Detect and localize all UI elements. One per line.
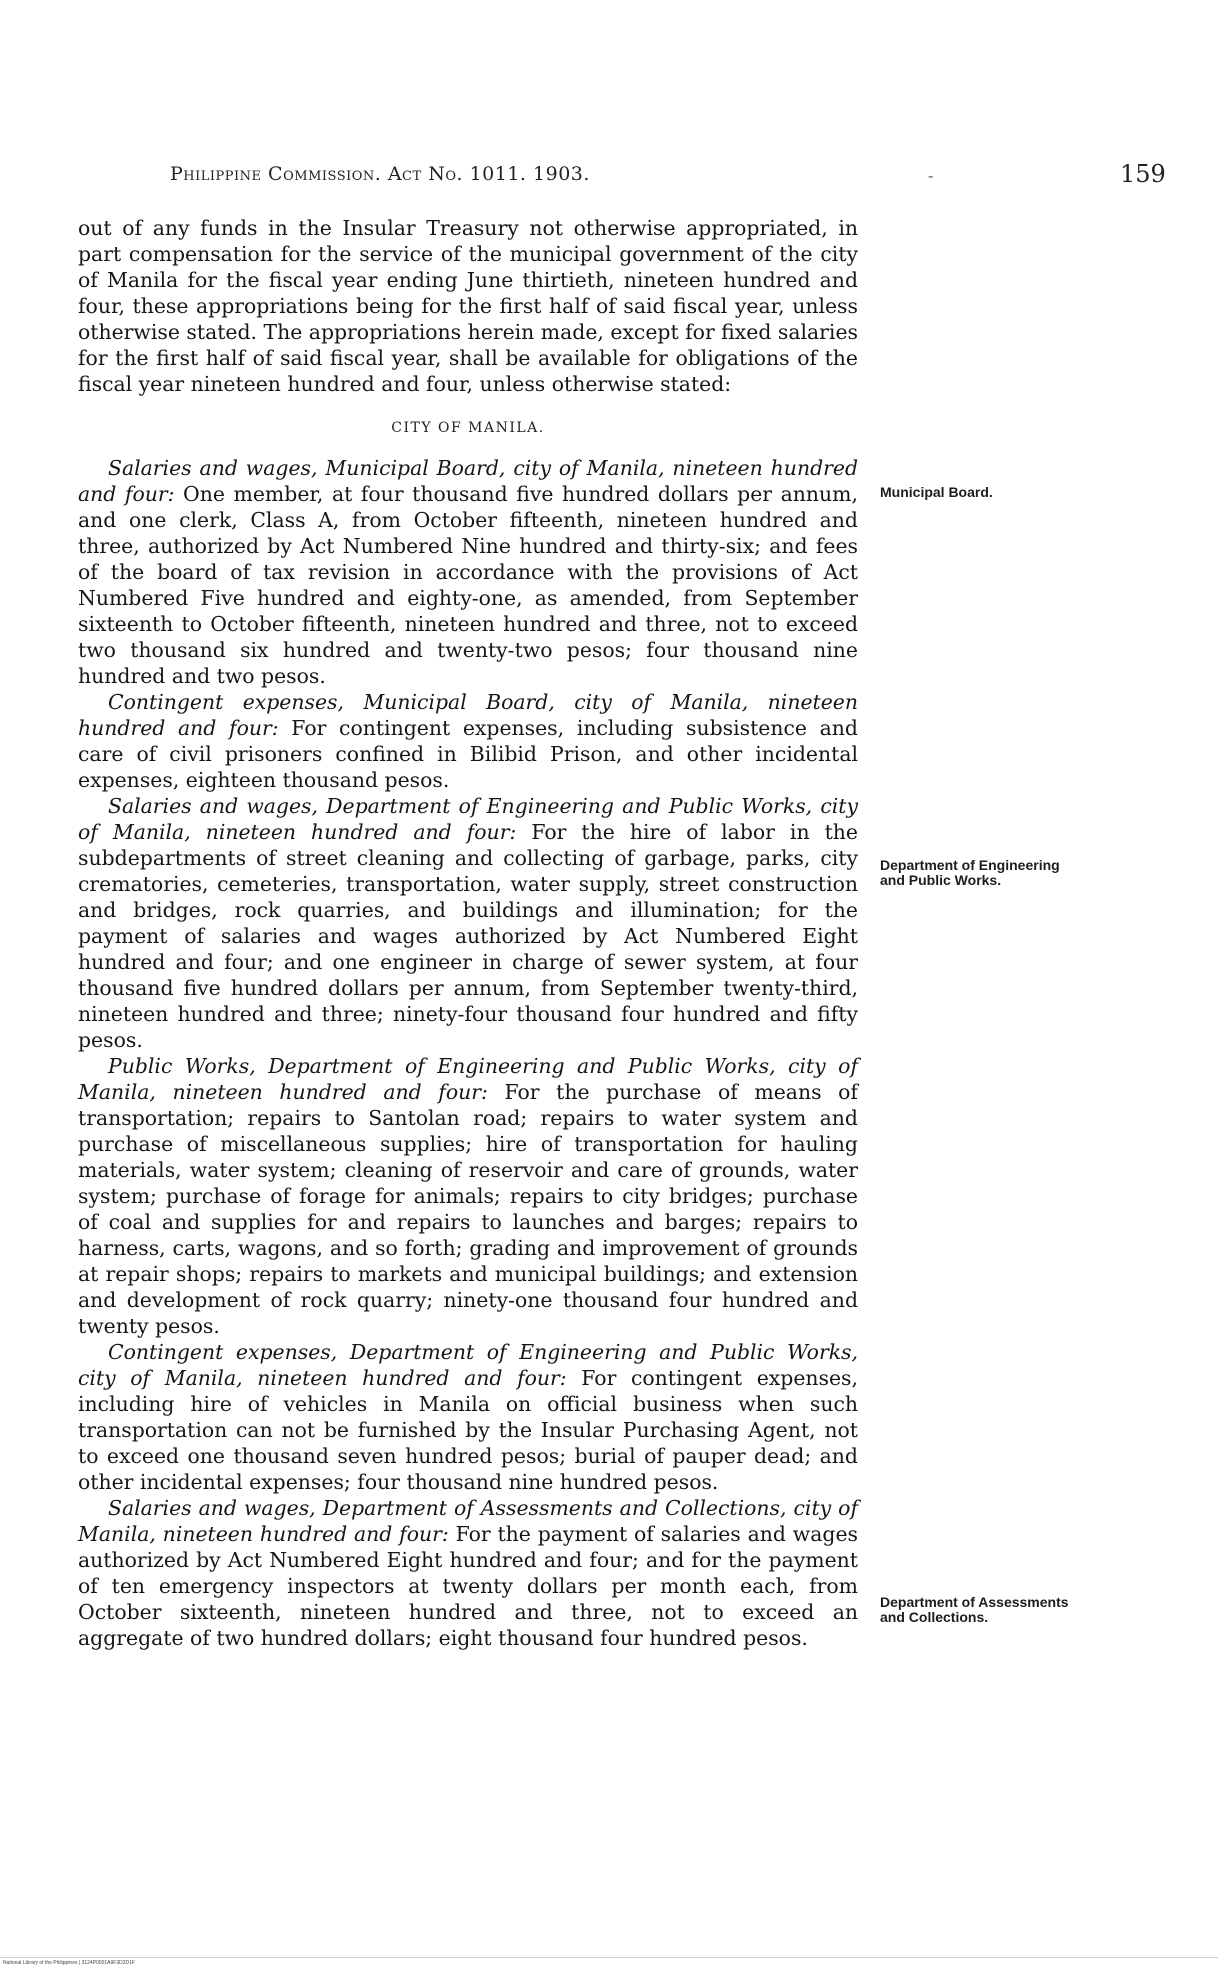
- running-title: Philippine Commission. Act No. 1011. 1903.: [170, 163, 590, 185]
- paragraph-public-works: [78, 1053, 858, 1339]
- item-heading: Contingent expenses, Municipal Board, city of Manila, nineteen hundred and four:: [78, 690, 858, 740]
- item-text: For contingent expenses, including subsistence and care of civil prisoners confined in Bilibid Prison, and other incidental expenses, eighteen thousand pesos.: [78, 716, 858, 792]
- footer-credit: National Library of the Philippines | 3124P0001A9F3D2D1F: [3, 1960, 135, 1966]
- item-heading: Salaries and wages, Department of Assessments and Collections, city of Manila, nineteen hundred and four:: [78, 1496, 858, 1546]
- item-text: For the purchase of means of transportation; repairs to Santolan road; repairs to water system and purchase of miscellaneous supplies; hire of transportation for hauling materials, water system; cleaning of reservoir and care of grounds, water system; purchase of forage for animals; repairs to city bridges; purchase of coal and supplies for and repairs to launches and barges; repairs to harness, carts, wagons, and so forth; grading and improvement of grounds at repair shops; repairs to markets and municipal buildings; and extension and development of rock quarry; ninety-one thousand four hundred and twenty pesos.: [78, 1080, 858, 1338]
- paragraph-engineering-salaries: [78, 793, 858, 1053]
- item-text: For the hire of labor in the subdepartments of street cleaning and collecting of garbage, parks, city crematories, cemeteries, transportation, water supply, street construction and bridges, rock quarries, and buildings and illumination; for the payment of salaries and wages authorized by Act Numbered Eight hundred and four; and one engineer in charge of sewer system, at four thousand five hundred dollars per annum, from September twenty-third, nineteen hundred and three; ninety-four thousand four hundred and fifty pesos.: [78, 820, 858, 1052]
- header-dash: -: [928, 166, 934, 185]
- item-heading: Salaries and wages, Municipal Board, city of Manila, nineteen hundred and four:: [78, 456, 858, 506]
- sidenote-municipal-board: Municipal Board.: [880, 484, 993, 500]
- paragraph-municipal-salaries: [78, 455, 858, 689]
- item-text: For contingent expenses, including hire of vehicles in Manila on official business when such transportation can not be furnished by the Insular Purchasing Agent, not to exceed one thousand seven hundred pesos; burial of pauper dead; and other incidental expenses; four thousand nine hundred pesos.: [78, 1366, 858, 1494]
- sidenote-assessments: Department of Assessments and Collections.: [880, 1594, 1069, 1625]
- item-text: One member, at four thousand five hundred dollars per annum, and one clerk, Class A, from October fifteenth, nineteen hundred and three, authorized by Act Numbered Nine hundred and thirty-six; and fees of the board of tax revision in accordance with the provisions of Act Numbered Five hundred and eighty-one, as amended, from September sixteenth to October fifteenth, nineteen hundred and three, not to exceed two thousand six hundred and twenty-two pesos; four thousand nine hundred and two pesos.: [78, 482, 858, 688]
- item-heading: Public Works, Department of Engineering and Public Works, city of Manila, nineteen hundred and four:: [78, 1054, 858, 1104]
- page-number: 159: [1120, 160, 1166, 188]
- item-heading: Salaries and wages, Department of Engineering and Public Works, city of Manila, nineteen hundred and four:: [78, 794, 858, 844]
- item-text: For the payment of salaries and wages authorized by Act Numbered Eight hundred and four; and for the payment of ten emergency inspectors at twenty dollars per month each, from October sixteenth, nineteen hundred and three, not to exceed an aggregate of two hundred dollars; eight thousand four hundred pesos.: [78, 1522, 858, 1650]
- item-heading: Contingent expenses, Department of Engineering and Public Works, city of Manila, nineteen hundred and four:: [78, 1340, 858, 1390]
- footer-rule: [0, 1957, 1218, 1958]
- paragraph-engineering-contingent: [78, 1339, 858, 1495]
- paragraph-assessments-salaries: [78, 1495, 858, 1651]
- sidenote-engineering: Department of Engineering and Public Works.: [880, 857, 1060, 888]
- intro-paragraph: out of any funds in the Insular Treasury not otherwise appropriated, in part compensation for the service of the municipal government of the city of Manila for the fiscal year ending June thirtieth, nineteen hundred and four, these appropriations being for the first half of said fiscal year, unless otherwise stated. The appropriations herein made, except for fixed salaries for the first half of said fiscal year, shall be available for obligations of the fiscal year nineteen hundred and four, unless otherwise stated:: [78, 216, 858, 396]
- paragraph-municipal-contingent: [78, 689, 858, 793]
- body-text: [78, 215, 858, 1651]
- section-heading: CITY OF MANILA.: [391, 420, 545, 436]
